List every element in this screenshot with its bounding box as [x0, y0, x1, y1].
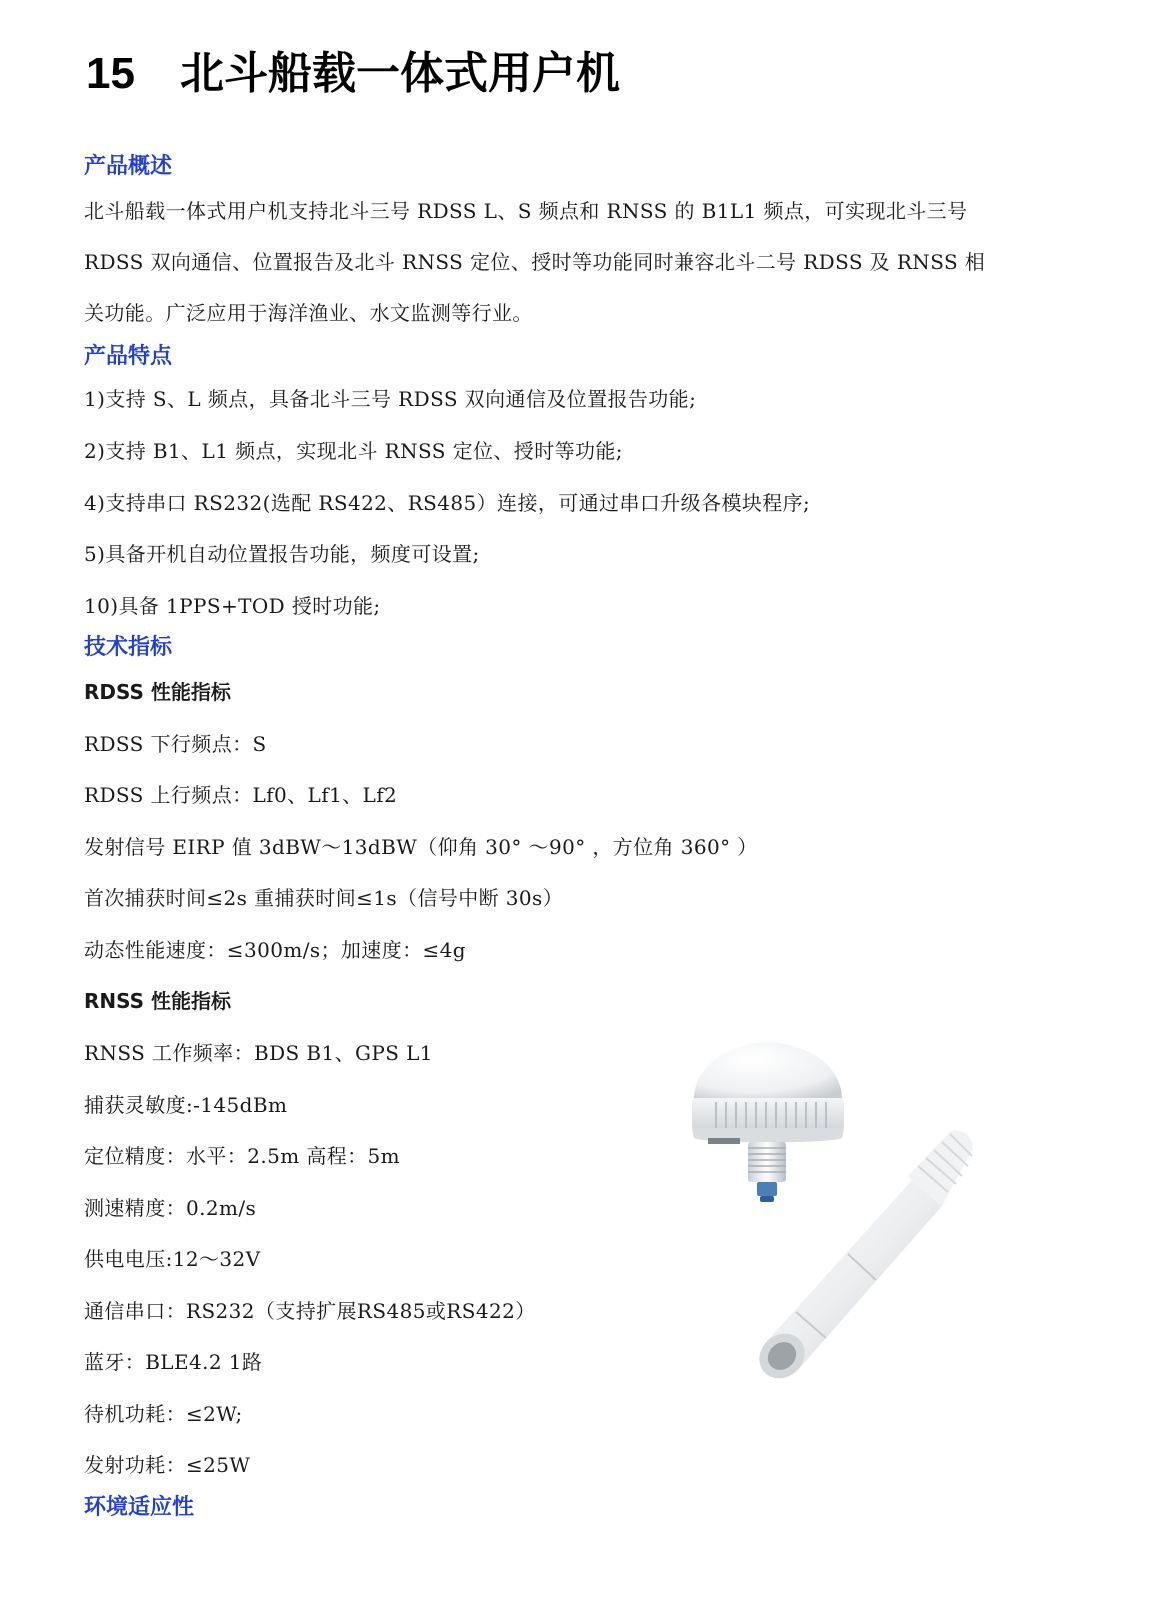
overview-line: RDSS 双向通信、位置报告及北斗 RNSS 定位、授时等功能同时兼容北斗二号 RDSS 及 RNSS 相 — [84, 250, 986, 274]
rdss-spec: 发射信号 EIRP 值 3dBW～13dBW（仰角 30° ～90° ，方位角 360° ） — [84, 835, 758, 859]
rdss-heading: RDSS 性能指标 — [84, 680, 231, 704]
feature-item: 4)支持串口 RS232(选配 RS422、RS485）连接，可通过串口升级各模块程序; — [84, 491, 811, 515]
feature-item: 10)具备 1PPS+TOD 授时功能; — [84, 594, 381, 618]
feature-item: 1)支持 S、L 频点，具备北斗三号 RDSS 双向通信及位置报告功能; — [84, 387, 697, 411]
rnss-spec: 发射功耗：≤25W — [84, 1453, 251, 1477]
product-image — [680, 1030, 1000, 1410]
overview-line: 关功能。广泛应用于海洋渔业、水文监测等行业。 — [84, 301, 533, 325]
rnss-spec: 蓝牙：BLE4.2 1路 — [84, 1350, 263, 1374]
features-heading: 产品特点 — [84, 344, 173, 369]
environment-heading: 环境适应性 — [84, 1495, 195, 1520]
rdss-spec: RDSS 上行频点：Lf0、Lf1、Lf2 — [84, 783, 398, 807]
rnss-spec: 通信串口：RS232（支持扩展RS485或RS422） — [84, 1299, 536, 1323]
rdss-spec: RDSS 下行频点：S — [84, 732, 267, 756]
overview-heading: 产品概述 — [84, 154, 173, 179]
rnss-spec: 定位精度：水平：2.5m 高程：5m — [84, 1144, 401, 1168]
rdss-spec: 首次捕获时间≤2s 重捕获时间≤1s（信号中断 30s） — [84, 886, 564, 910]
page-title — [86, 44, 620, 104]
rnss-spec: 测速精度：0.2m/s — [84, 1196, 257, 1220]
overview-line: 北斗船载一体式用户机支持北斗三号 RDSS L、S 频点和 RNSS 的 B1L1 频点，可实现北斗三号 — [84, 199, 968, 223]
specs-heading: 技术指标 — [84, 635, 173, 660]
dome-antenna — [692, 1042, 844, 1202]
rdss-spec: 动态性能速度：≤300m/s；加速度：≤4g — [84, 938, 466, 962]
title-text: 北斗船载一体式用户机 — [180, 49, 620, 98]
rnss-heading: RNSS 性能指标 — [84, 989, 232, 1013]
rnss-spec: 捕获灵敏度:-145dBm — [84, 1093, 288, 1117]
rnss-spec: RNSS 工作频率：BDS B1、GPS L1 — [84, 1041, 433, 1065]
section-number: 15 — [86, 49, 135, 98]
rnss-spec: 供电电压:12～32V — [84, 1247, 261, 1271]
feature-item: 5)具备开机自动位置报告功能，频度可设置; — [84, 542, 480, 566]
feature-item: 2)支持 B1、L1 频点，实现北斗 RNSS 定位、授时等功能; — [84, 439, 623, 463]
rnss-spec: 待机功耗：≤2W; — [84, 1402, 243, 1426]
